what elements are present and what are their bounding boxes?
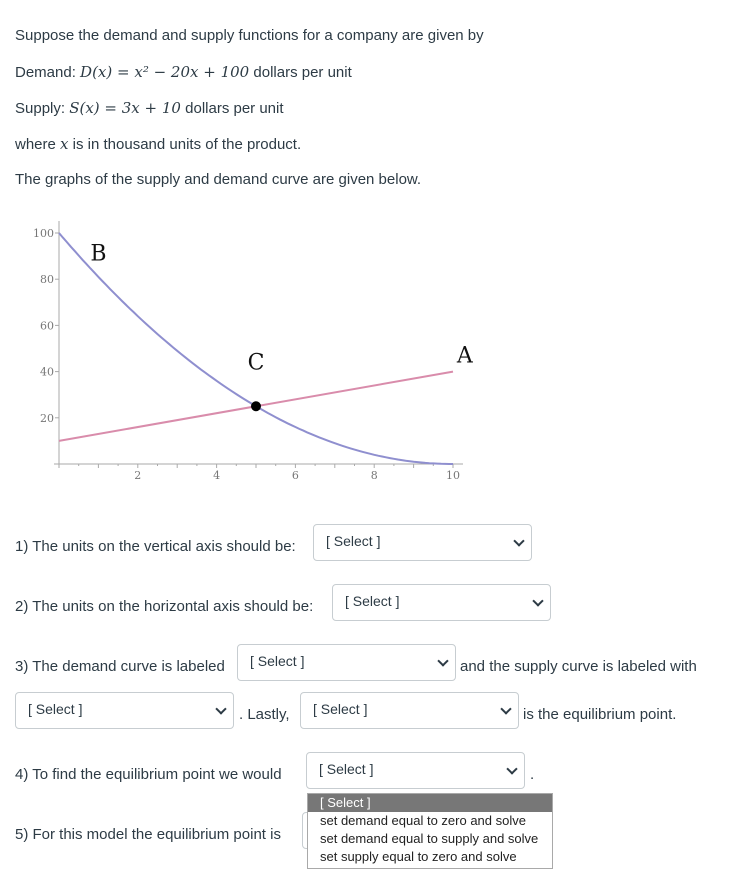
q3-equilibrium-select[interactable] (300, 692, 519, 729)
dropdown-option[interactable]: [ Select ] (308, 794, 552, 812)
y-tick-label: 40 (40, 365, 54, 379)
supply-unit: dollars per unit (180, 100, 284, 117)
y-tick-label: 60 (40, 319, 54, 333)
x-tick-label: 10 (446, 469, 460, 482)
chart-series (59, 233, 453, 464)
dropdown-option[interactable]: set demand equal to zero and solve (320, 813, 526, 828)
where-pre: where (15, 136, 61, 153)
supply-demand-chart (0, 215, 520, 505)
annotation-a: A (456, 343, 473, 369)
q1-select-value: [ Select ] (326, 533, 381, 549)
supply-func-name: S (69, 99, 80, 117)
demand-func-name: D (80, 63, 93, 81)
where-var: x (60, 135, 69, 153)
y-tick-label: 20 (40, 411, 54, 425)
q2-select[interactable] (332, 584, 551, 621)
chevron-down-icon (513, 535, 524, 546)
demand-label: Demand: (15, 64, 81, 81)
demand-func-arg: (x) (92, 63, 113, 81)
annotation-c: C (247, 350, 265, 376)
question-3-lastly: . Lastly, (239, 706, 290, 723)
chevron-down-icon (437, 655, 448, 666)
question-1: 1) The units on the vertical axis should be: (15, 538, 296, 555)
q4-dropdown-list[interactable] (307, 793, 553, 869)
where-post: is in thousand units of the product. (68, 136, 302, 153)
q2-select-value: [ Select ] (345, 593, 400, 609)
q3-supply-select-value: [ Select ] (28, 701, 83, 717)
dropdown-option[interactable]: set demand equal to supply and solve (320, 831, 539, 846)
intro-line: Suppose the demand and supply functions for a company are given by (15, 27, 484, 44)
demand-equation: = x² − 20x + 100 (112, 63, 250, 81)
chevron-down-icon (506, 763, 517, 774)
y-tick-label: 100 (33, 227, 54, 240)
question-3-pre: 3) The demand curve is labeled (15, 658, 225, 675)
q4-select[interactable] (306, 752, 525, 789)
q4-select-value: [ Select ] (319, 761, 374, 777)
question-3-post: is the equilibrium point. (523, 706, 677, 723)
question-4: 4) To find the equilibrium point we would (15, 766, 282, 783)
x-tick-label: 4 (213, 469, 221, 482)
demand-function (15, 63, 352, 81)
graphs-intro: The graphs of the supply and demand curve are given below. (15, 171, 422, 188)
chart-annotations (90, 242, 474, 376)
question-5: 5) For this model the equilibrium point is (15, 826, 281, 843)
q1-select[interactable] (313, 524, 532, 561)
question-3-mid: and the supply curve is labeled with (460, 658, 697, 675)
where-line (15, 135, 301, 153)
supply-function (15, 99, 284, 117)
demand-curve (59, 233, 453, 464)
dropdown-option[interactable]: set supply equal to zero and solve (320, 849, 517, 864)
q3-supply-select[interactable] (15, 692, 234, 729)
supply-label: Supply: (15, 100, 70, 117)
q3-demand-select[interactable] (237, 644, 456, 681)
equilibrium-point (251, 401, 261, 411)
question-2: 2) The units on the horizontal axis should be: (15, 598, 314, 615)
question-4-period: . (530, 766, 535, 783)
chevron-down-icon (500, 703, 511, 714)
annotation-b: B (90, 241, 107, 267)
x-tick-label: 8 (370, 469, 378, 482)
q3-equilibrium-select-value: [ Select ] (313, 701, 368, 717)
demand-unit: dollars per unit (249, 64, 352, 81)
chevron-down-icon (215, 703, 226, 714)
q3-demand-select-value: [ Select ] (250, 653, 305, 669)
chevron-down-icon (532, 595, 543, 606)
x-tick-label: 2 (134, 469, 142, 482)
x-tick-label: 6 (291, 469, 299, 482)
y-tick-label: 80 (40, 273, 54, 287)
supply-func-arg: (x) (79, 99, 100, 117)
supply-equation: = 3x + 10 (99, 99, 181, 117)
